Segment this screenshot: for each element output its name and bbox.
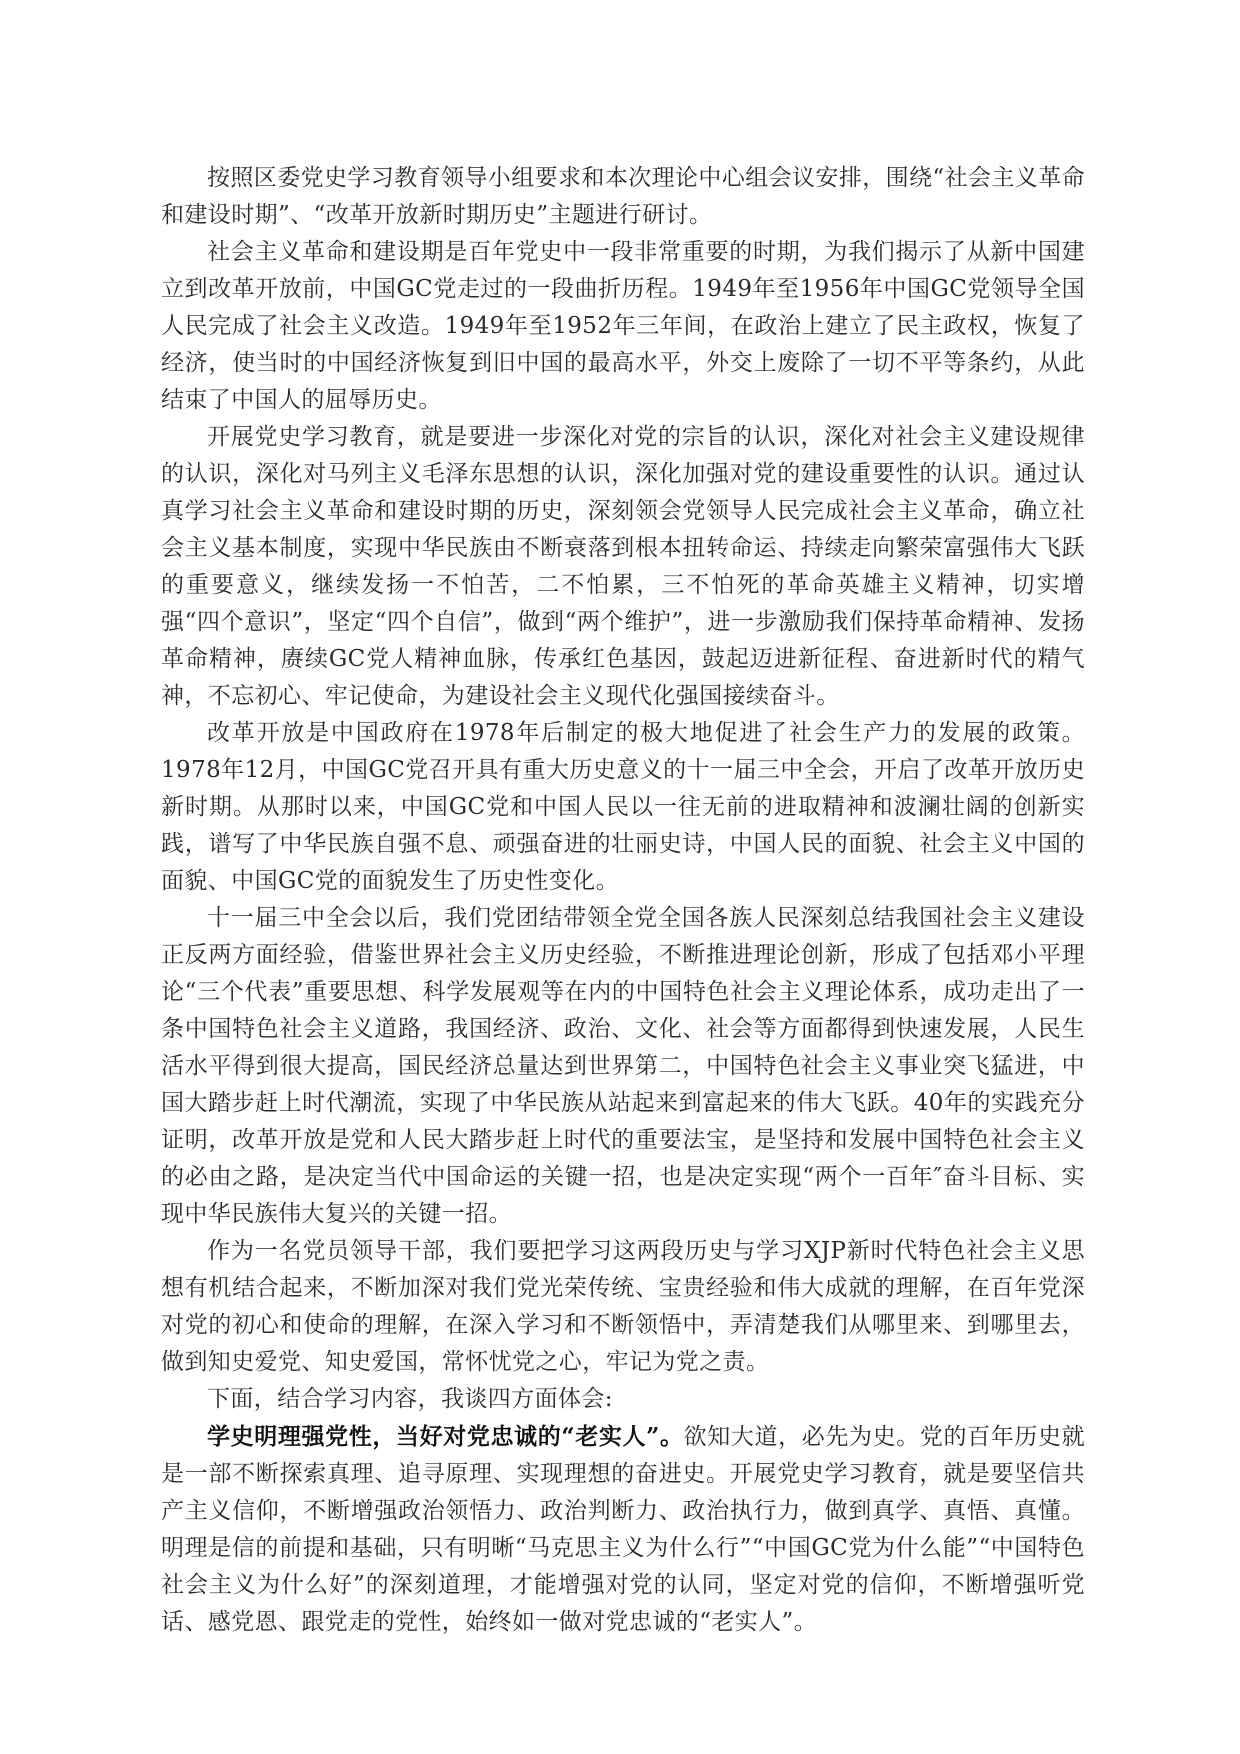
paragraph-4 [161, 715, 1085, 900]
paragraph-3 [161, 419, 1085, 715]
paragraph-text: 开展党史学习教育，就是要进一步深化对党的宗旨的认识，深化对社会主义建设规律的认识，深化对马列主义毛泽东思想的认识，深化加强对党的建设重要性的认识。通过认真学习社会主义革命和建设时期的历史，深刻领会党领导人民完成社会主义革命，确立社会主义基本制度，实现中华民族由不断衰落到根本扭转命运、持续走向繁荣富强伟大飞跃的重要意义，继续发扬一不怕苦，二不怕累，三不怕死的革命英雄主义精神，切实增强“四个意识”，坚定“四个自信”，做到“两个维护”，进一步激励我们保持革命精神、发扬革命精神，赓续GC党人精神血脉，传承红色基因，鼓起迈进新征程、奋进新时代的精气神，不忘初心、牢记使命，为建设社会主义现代化强国接续奋斗。 [161, 424, 1085, 709]
paragraph-5 [161, 900, 1085, 1233]
paragraph-1 [161, 160, 1085, 234]
paragraph-7 [161, 1381, 1085, 1418]
paragraph-2 [161, 234, 1085, 419]
paragraph-text: 改革开放是中国政府在1978年后制定的极大地促进了社会生产力的发展的政策。1978年12月，中国GC党召开具有重大历史意义的十一届三中全会，开启了改革开放历史新时期。从那时以来，中国GC党和中国人民以一往无前的进取精神和波澜壮阔的创新实践，谱写了中华民族自强不息、顽强奋进的壮丽史诗，中国人民的面貌、社会主义中国的面貌、中国GC党的面貌发生了历史性变化。 [161, 720, 1085, 894]
section-heading-bold: 学史明理强党性，当好对党忠诚的“老实人”。 [207, 1423, 684, 1450]
paragraph-text: 作为一名党员领导干部，我们要把学习这两段历史与学习XJP新时代特色社会主义思想有机结合起来，不断加深对我们党光荣传统、宝贵经验和伟大成就的理解，在百年党深对党的初心和使命的理解，在深入学习和不断领悟中，弄清楚我们从哪里来、到哪里去，做到知史爱党、知史爱国，常怀忧党之心，牢记为党之责。 [161, 1238, 1085, 1375]
paragraph-6 [161, 1233, 1085, 1381]
paragraph-text: 社会主义革命和建设期是百年党史中一段非常重要的时期，为我们揭示了从新中国建立到改革开放前，中国GC党走过的一段曲折历程。1949年至1956年中国GC党领导全国人民完成了社会主义改造。1949年至1952年三年间，在政治上建立了民主政权，恢复了经济，使当时的中国经济恢复到旧中国的最高水平，外交上废除了一切不平等条约，从此结束了中国人的屈辱历史。 [161, 239, 1085, 413]
paragraph-text: 按照区委党史学习教育领导小组要求和本次理论中心组会议安排，围绕“社会主义革命和建设时期”、“改革开放新时期历史”主题进行研讨。 [161, 165, 1085, 228]
paragraph-8 [161, 1418, 1085, 1641]
document-body [161, 160, 1085, 1641]
paragraph-text: 欲知大道，必先为史。党的百年历史就是一部不断探索真理、追寻原理、实现理想的奋进史。开展党史学习教育，就是要坚信共产主义信仰，不断增强政治领悟力、政治判断力、政治执行力，做到真学、真悟、真懂。明理是信的前提和基础，只有明晰“马克思主义为什么行”“中国GC党为什么能”“中国特色社会主义为什么好”的深刻道理，才能增强对党的认同，坚定对党的信仰，不断增强听党话、感党恩、跟党走的党性，始终如一做对党忠诚的“老实人”。 [161, 1424, 1085, 1635]
paragraph-text: 十一届三中全会以后，我们党团结带领全党全国各族人民深刻总结我国社会主义建设正反两方面经验，借鉴世界社会主义历史经验，不断推进理论创新，形成了包括邓小平理论“三个代表”重要思想、科学发展观等在内的中国特色社会主义理论体系，成功走出了一条中国特色社会主义道路，我国经济、政治、文化、社会等方面都得到快速发展，人民生活水平得到很大提高，国民经济总量达到世界第二，中国特色社会主义事业突飞猛进，中国大踏步赶上时代潮流，实现了中华民族从站起来到富起来的伟大飞跃。40年的实践充分证明，改革开放是党和人民大踏步赶上时代的重要法宝，是坚持和发展中国特色社会主义的必由之路，是决定当代中国命运的关键一招，也是决定实现“两个一百年″奋斗目标、实现中华民族伟大复兴的关键一招。 [161, 905, 1085, 1227]
paragraph-text: 下面，结合学习内容，我谈四方面体会: [207, 1386, 613, 1412]
